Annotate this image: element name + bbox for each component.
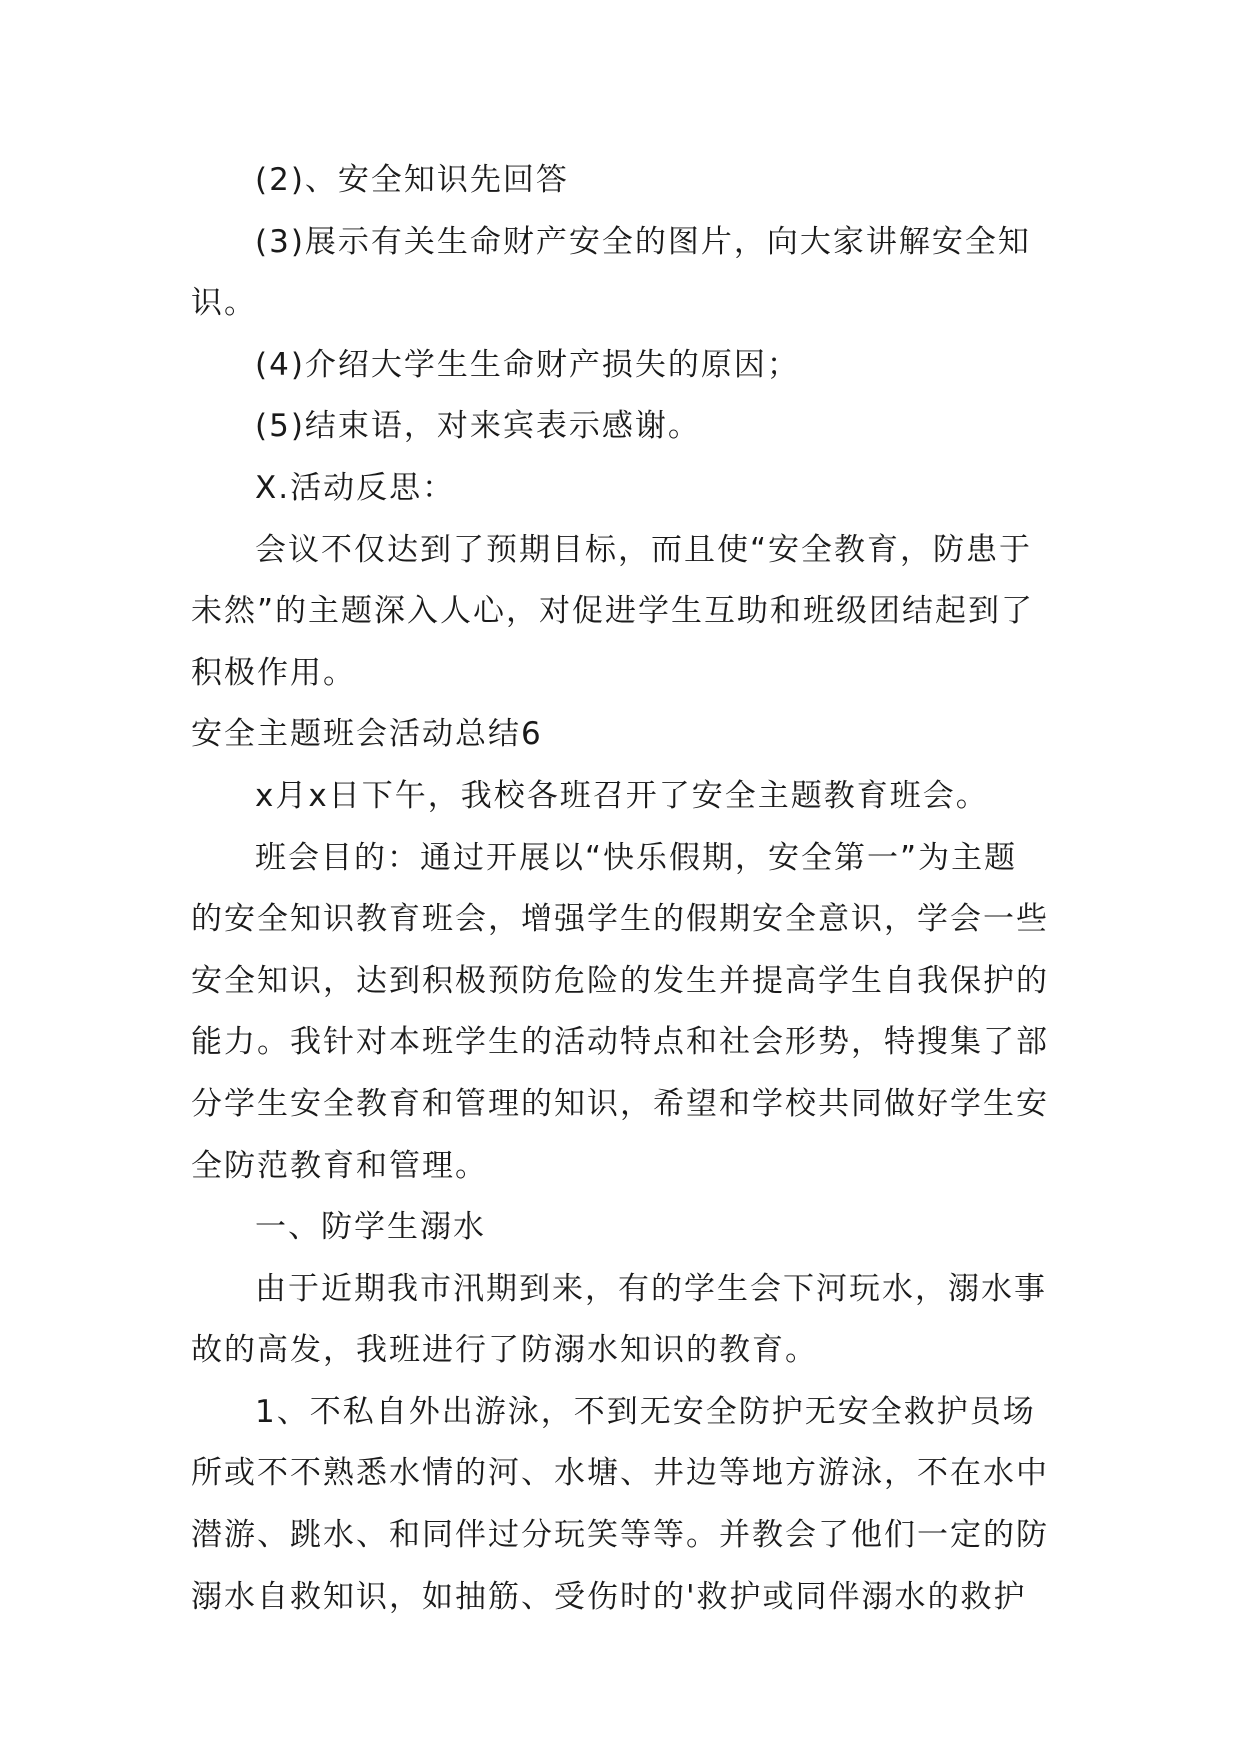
document-body — [191, 150, 1057, 1628]
document-line: 所或不不熟悉水情的河、水塘、井边等地方游泳，不在水中 — [191, 1455, 1049, 1492]
document-line: (4)介绍大学生生命财产损失的原因； — [255, 346, 800, 383]
document-line: 的安全知识教育班会，增强学生的假期安全意识，学会一些 — [191, 901, 1049, 938]
document-line: x月x日下午，我校各班召开了安全主题教育班会。 — [255, 777, 989, 814]
document-line: X.活动反思： — [255, 469, 456, 506]
document-line: 安全知识，达到积极预防危险的发生并提高学生自我保护的 — [191, 962, 1049, 999]
document-line: 溺水自救知识，如抽筋、受伤时的'救护或同伴溺水的救护 — [191, 1578, 1027, 1615]
document-line: 识。 — [191, 285, 257, 322]
document-line: 全防范教育和管理。 — [191, 1147, 488, 1184]
document-line: 分学生安全教育和管理的知识，希望和学校共同做好学生安 — [191, 1085, 1049, 1122]
document-line: 故的高发，我班进行了防溺水知识的教育。 — [191, 1332, 818, 1369]
document-line: (5)结束语，对来宾表示感谢。 — [255, 408, 701, 445]
document-line: 班会目的：通过开展以“快乐假期，安全第一”为主题 — [255, 839, 1018, 876]
document-line: 未然”的主题深入人心，对促进学生互助和班级团结起到了 — [191, 593, 1035, 630]
document-line: (2)、安全知识先回答 — [255, 162, 569, 198]
document-line: 积极作用。 — [191, 654, 356, 691]
section-heading: 安全主题班会活动总结6 — [191, 716, 543, 753]
document-line: 由于近期我市汛期到来，有的学生会下河玩水，溺水事 — [255, 1270, 1047, 1307]
document-line: 会议不仅达到了预期目标，而且使“安全教育，防患于 — [255, 531, 1033, 568]
document-line: 潜游、跳水、和同伴过分玩笑等等。并教会了他们一定的防 — [191, 1517, 1049, 1554]
document-line: 能力。我针对本班学生的活动特点和社会形势，特搜集了部 — [191, 1024, 1049, 1061]
document-line: 1、不私自外出游泳，不到无安全防护无安全救护员场 — [255, 1393, 1036, 1430]
subsection-heading: 一、防学生溺水 — [255, 1209, 486, 1246]
document-line: (3)展示有关生命财产安全的图片，向大家讲解安全知 — [255, 223, 1031, 260]
